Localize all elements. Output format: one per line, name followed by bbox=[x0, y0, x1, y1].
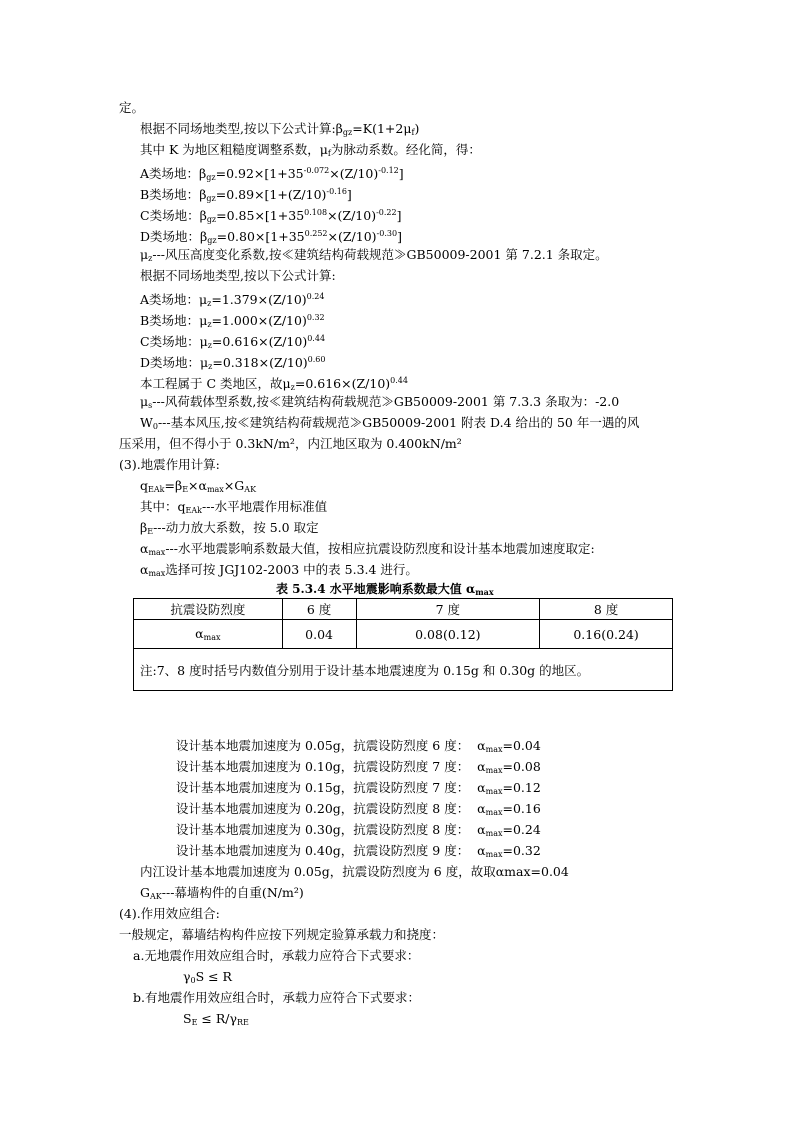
text-line: 内江设计基本地震加速度为 0.05g，抗震设防烈度为 6 度，故取αmax=0.04 bbox=[140, 864, 569, 879]
text-line: 其中 K 为地区粗糙度调整系数，$\mu_f$为脉动系数。经化简，得： bbox=[140, 142, 481, 158]
list-item: 设计基本地震加速度为 0.10g，抗震设防烈度 7 度： $\alpha_{max}=0.08$ bbox=[176, 759, 541, 775]
formula-line: B类场地：$\mu_z=1.000\times(Z/10)^{0.32}$ bbox=[140, 313, 325, 329]
text-line: 定。 bbox=[119, 100, 145, 115]
table-header-cell: 8 度 bbox=[540, 599, 673, 620]
formula-line: C类场地：$\mu_z=0.616\times(Z/10)^{0.44}$ bbox=[140, 334, 326, 350]
formula-line: C类场地：$\beta_{gz}=0.85\times[1+35^{0.108}\times(Z/10)^{-0.22}]$ bbox=[140, 208, 402, 224]
text-line: $\alpha_{max}$选择可按 JGJ102-2003 中的表 5.3.4 进行。 bbox=[140, 562, 418, 578]
table-note: 注:7、8 度时括号内数值分别用于设计基本地震速度为 0.15g 和 0.30g 的地区。 bbox=[134, 649, 673, 691]
list-item: 设计基本地震加速度为 0.40g，抗震设防烈度 9 度： $\alpha_{max}=0.32$ bbox=[176, 843, 541, 859]
section-title: (3).地震作用计算: bbox=[119, 457, 220, 472]
text-line: 压采用，但不得小于 0.3kN/m²，内江地区取为 0.400kN/m² bbox=[119, 436, 462, 451]
text-line: $\beta_E---$动力放大系数，按 5.0 取定 bbox=[140, 520, 319, 536]
list-item: 设计基本地震加速度为 0.30g，抗震设防烈度 8 度： $\alpha_{max}=0.24$ bbox=[176, 822, 541, 838]
formula-line: A类场地：$\mu_z=1.379\times(Z/10)^{0.24}$ bbox=[140, 292, 325, 308]
table-row bbox=[134, 599, 673, 620]
table-caption: 表 5.3.4 水平地震影响系数最大值 $\alpha_{max}$ bbox=[276, 582, 494, 597]
text-line: $\mu_z---$风压高度变化系数,按≪建筑结构荷载规范≫GB50009-2001 第 7.2.1 条取定。 bbox=[140, 247, 608, 263]
text-line: 根据不同场地类型,按以下公式计算$:\beta_{gz}=K(1+2\mu_f)$ bbox=[140, 121, 420, 137]
formula-line: A类场地：$\beta_{gz}=0.92\times[1+35^{-0.072}\times(Z/10)^{-0.12}]$ bbox=[140, 166, 404, 182]
formula-line: B类场地：$\beta_{gz}=0.89\times[1+(Z/10)^{-0.16}]$ bbox=[140, 187, 352, 203]
table-header-cell: 6 度 bbox=[282, 599, 356, 620]
text-line: $\mu_s---$风荷载体型系数,按≪建筑结构荷载规范≫GB50009-2001 第 7.3.3 条取为：-2.0 bbox=[140, 394, 620, 410]
seismic-table bbox=[133, 598, 673, 691]
table-cell: 0.04 bbox=[282, 620, 356, 649]
text-line: 根据不同场地类型,按以下公式计算: bbox=[140, 268, 336, 283]
table-cell: $\alpha_{max}$ bbox=[134, 620, 283, 649]
text-line: 一般规定，幕墙结构构件应按下列规定验算承载力和挠度： bbox=[119, 927, 445, 942]
list-item: 设计基本地震加速度为 0.20g，抗震设防烈度 8 度： $\alpha_{max}=0.16$ bbox=[176, 801, 541, 817]
formula-line: $S_E \le R/\gamma_{RE}$ bbox=[183, 1011, 249, 1027]
table-header-cell: 7 度 bbox=[356, 599, 540, 620]
list-item: 设计基本地震加速度为 0.05g，抗震设防烈度 6 度： $\alpha_{max}=0.04$ bbox=[176, 738, 541, 754]
formula-line: $q_{EAk}=\beta_E\times\alpha_{max}\times G_{AK}$ bbox=[140, 478, 257, 494]
text-line: 其中：$q_{EAk}---$水平地震作用标准值 bbox=[140, 499, 328, 515]
text-line: $\alpha_{max}---$水平地震影响系数最大值，按相应抗震设防烈度和设计基本地震加速度取定: bbox=[140, 541, 595, 557]
table-cell: 0.16(0.24) bbox=[540, 620, 673, 649]
list-item: 设计基本地震加速度为 0.15g，抗震设防烈度 7 度： $\alpha_{max}=0.12$ bbox=[176, 780, 541, 796]
text-line: b.有地震作用效应组合时，承载力应符合下式要求： bbox=[133, 990, 420, 1005]
formula-line: $\gamma_0S \le R$ bbox=[183, 969, 232, 985]
text-line: a.无地震作用效应组合时，承载力应符合下式要求： bbox=[133, 948, 420, 963]
table-row bbox=[134, 620, 673, 649]
formula-line: D类场地：$\mu_z=0.318\times(Z/10)^{0.60}$ bbox=[140, 355, 326, 371]
text-line: $W_0---$基本风压,按≪建筑结构荷载规范≫GB50009-2001 附表 D.4 给出的 50 年一遇的风 bbox=[140, 415, 640, 431]
table-header-cell: 抗震设防烈度 bbox=[134, 599, 283, 620]
text-line: 本工程属于 C 类地区，故$\mu_z=0.616\times(Z/10)^{0.44}$ bbox=[140, 376, 408, 392]
section-title: (4).作用效应组合: bbox=[119, 906, 220, 921]
formula-line: D类场地：$\beta_{gz}=0.80\times[1+35^{0.252}\times(Z/10)^{-0.30}]$ bbox=[140, 229, 402, 245]
table-row bbox=[134, 649, 673, 691]
table-cell: 0.08(0.12) bbox=[356, 620, 540, 649]
text-line: $G_{AK}---$幕墙构件的自重(N/m²) bbox=[140, 885, 304, 901]
